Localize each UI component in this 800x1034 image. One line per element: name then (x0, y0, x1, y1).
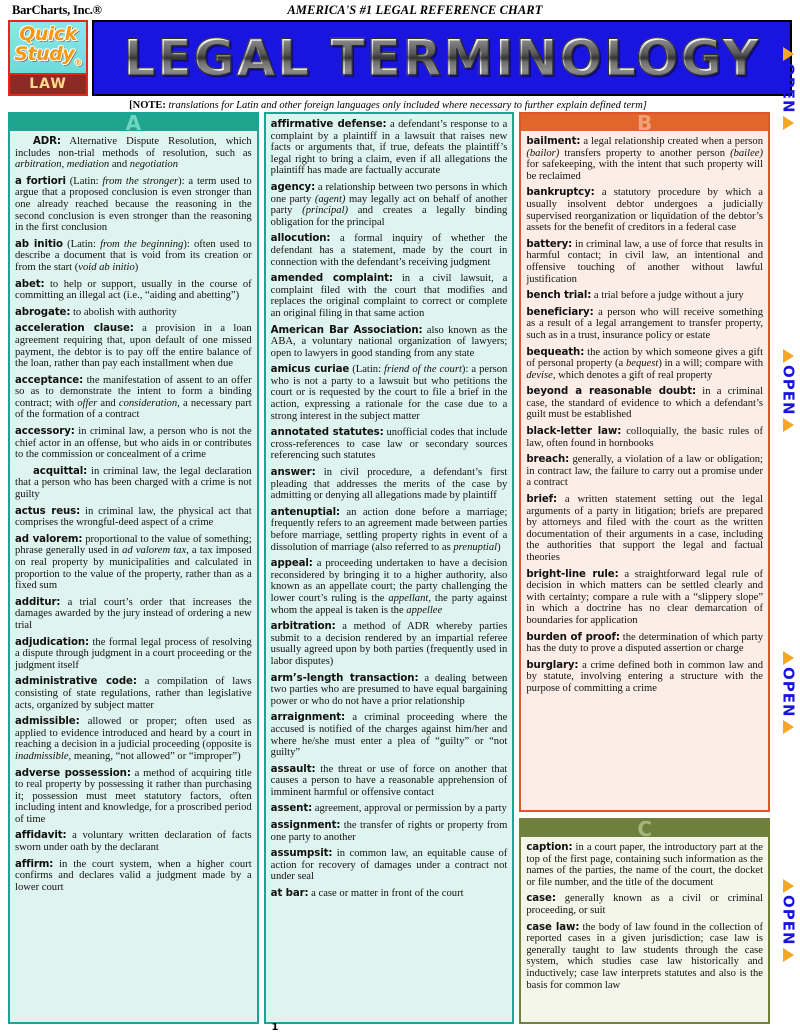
triangle-right-icon (783, 651, 794, 665)
glossary-definition: a case or matter in front of the court (308, 888, 464, 900)
glossary-term: case: (526, 893, 556, 905)
glossary-entry (526, 842, 763, 888)
glossary-definition: colloquially, the basic rules of law, often found in hornbooks (526, 426, 764, 449)
glossary-entry (271, 558, 508, 616)
glossary-definition: (Latin: friend of the court): a person who is not a party to a lawsuit but who petitions the court or is requested by the court to file a brief in the action, expressing a rationale for the case due to a strong interest in the subject matter (270, 364, 508, 422)
glossary-term: ad valorem: (15, 533, 83, 545)
glossary-entry (526, 307, 763, 342)
open-label: OPEN (779, 895, 798, 946)
glossary-entry (15, 676, 252, 711)
glossary-entry (526, 632, 763, 655)
glossary-entry (15, 323, 252, 369)
page-title: LEGAL TERMINOLOGY (117, 32, 766, 84)
title-banner (92, 20, 792, 96)
glossary-entry (526, 569, 763, 627)
glossary-entry (271, 467, 508, 502)
note-prefix: [NOTE: (129, 100, 166, 111)
glossary-definition: to help or support, usually in the course of committing an illegal act (i.e., “aiding and abetting”) (15, 278, 252, 302)
glossary-definition: a provision in a loan agreement requiring that, upon default of one missed payment, the debtor is to pay off the entire balance of the loan, rather than pay each installment when due (15, 323, 252, 370)
glossary-term: brief: (526, 494, 557, 506)
glossary-definition: also known as the ABA, a voluntary national organization of lawyers; open to lawyers in good standing from any state (270, 324, 508, 359)
triangle-right-icon (783, 948, 794, 962)
glossary-entry (15, 279, 252, 302)
glossary-definition: a trial before a judge without a jury (591, 290, 744, 302)
triangle-right-icon (783, 879, 794, 893)
glossary-definition: proportional to the value of something; phrase generally used in ad valorem tax, a tax imposed on real property by municipalities and calculated in proportion to the value of the property, rather than as a fixed sum (15, 533, 252, 592)
glossary-term: abet: (15, 278, 45, 290)
glossary-definition: the body of law found in the collection of reported cases in a given jurisdiction; case law is generally taught to law students through the case system, which studies case law historically and inductively; case law interprets statutes and also is the basis for common law (526, 921, 764, 991)
glossary-term: caption: (526, 842, 573, 853)
glossary-definition: (Latin: from the beginning): often used to describe a document that is void from its creation or from the start (void ab initio) (15, 238, 252, 273)
tagline: AMERICA'S #1 LEGAL REFERENCE CHART (287, 3, 543, 17)
glossary-definition: to abolish with authority (70, 306, 177, 318)
glossary-entry (526, 386, 763, 421)
section-header-c (521, 818, 768, 841)
section-panel-b (519, 112, 770, 812)
glossary-term: bench trial: (526, 290, 592, 302)
glossary-entry (15, 637, 252, 672)
glossary-entry (15, 768, 252, 826)
glossary-definition: the determination of which party has the duty to prove a disputed assertion or charge (526, 631, 763, 655)
glossary-entry (15, 466, 252, 501)
glossary-entry (271, 364, 508, 422)
glossary-definition: a proceeding undertaken to have a decision reconsidered by bringing it to a higher authority, also known as an appellate court; the party challenging the lower court’s ruling is the appellant, the party against whom the appeal is taken is the appellee (270, 558, 508, 616)
glossary-entry (271, 820, 508, 843)
glossary-term: burglary: (526, 659, 579, 671)
publisher-name: BarCharts, Inc.® (12, 3, 102, 17)
glossary-entry (271, 182, 508, 228)
translation-note (8, 100, 792, 111)
glossary-entry (15, 534, 252, 592)
glossary-entry (526, 893, 763, 916)
glossary-definition: in civil procedure, a defendant’s first pleading that addresses the merits of the case by admitting or denying all allegations made by plaintiff (270, 467, 508, 502)
glossary-term: affirmative defense: (270, 119, 387, 130)
glossary-definition: a defendant’s response to a complaint by a plaintiff in a lawsuit that raises new facts or arguments that, if true, defeats the plaintiff’s legal right to bring a claim, even if all allegations the plaintiff has made are factually accurate (270, 119, 508, 177)
glossary-term: ab initio (15, 238, 63, 250)
triangle-right-icon (783, 116, 794, 130)
glossary-term: bailment: (526, 136, 581, 147)
section-panel-continued (264, 112, 515, 1024)
glossary-term: arbitration: (270, 621, 336, 633)
glossary-definition: a criminal proceeding where the accused is notified of the charges against him/her and where he/she must enter a plea of “guilty” or “not guilty” (270, 712, 508, 759)
glossary-definition: a straightforward legal rule of decision in which matters can be settled clearly and with certainty; compare a rule with a “slippery slope” in which a doctrine has no clear demarcation of boundaries for application (526, 568, 764, 626)
glossary-entry (15, 426, 252, 461)
glossary-term: additur: (15, 596, 61, 608)
note-body: translations for Latin and other foreign languages only included where necessary to further explain defined term] (168, 100, 647, 111)
glossary-definition: a method of ADR whereby parties submit to a decision rendered by an impartial referee usually agreed upon by both parties (frequently used in labor disputes) (270, 621, 508, 667)
glossary-entry (271, 712, 508, 758)
glossary-definition: the manifestation of assent to an offer so as to demonstrate the intent to form a binding contract; with offer and consideration, a necessary part of the formation of a contract (15, 374, 252, 421)
glossary-entry (271, 507, 508, 553)
glossary-entry (271, 803, 508, 815)
glossary-term: assault: (270, 763, 316, 775)
glossary-term: a fortiori (15, 175, 66, 187)
glossary-term: assumpsit: (270, 848, 333, 860)
section-header-a (10, 112, 257, 135)
glossary-definition: generally, a violation of a law or obligation; in contract law, the failure to carry out a promise under a contract (526, 454, 764, 489)
logo-word-study: Study$_®$ (14, 43, 82, 67)
glossary-term: acceptance: (15, 374, 84, 386)
glossary-term: acquittal: (33, 465, 88, 477)
glossary-entry (526, 239, 763, 285)
section-body (521, 131, 768, 810)
glossary-term: assignment: (270, 820, 341, 832)
glossary-term: answer: (270, 467, 316, 479)
glossary-term: administrative code: (15, 676, 137, 688)
glossary-definition: an action done before a marriage; frequently refers to an agreement made between parties before marriage, settling property rights in event of a dissolution of marriage (also referred to as prenuptial) (270, 506, 508, 553)
glossary-entry (271, 764, 508, 799)
content-columns (8, 112, 770, 1024)
triangle-right-icon (783, 349, 794, 363)
glossary-term: arraignment: (270, 712, 346, 724)
glossary-entry (526, 426, 763, 449)
glossary-term: agency: (270, 181, 316, 193)
glossary-term: at bar: (270, 888, 309, 900)
section-letter: C (637, 818, 653, 841)
triangle-right-icon (783, 47, 794, 61)
column-3 (519, 112, 770, 1024)
glossary-entry (271, 233, 508, 268)
glossary-definition: in common law, an equitable cause of action for recovery of damages under a contract not under seal (270, 848, 508, 883)
section-header-b (521, 112, 768, 135)
glossary-term: beneficiary: (526, 306, 594, 318)
quickstudy-logo (8, 20, 88, 96)
section-panel-c (519, 818, 770, 1024)
glossary-entry (271, 621, 508, 667)
glossary-term: abrogate: (15, 306, 71, 318)
page-number: 1 (271, 1022, 279, 1033)
glossary-entry (271, 119, 508, 177)
glossary-term: allocution: (270, 233, 331, 245)
section-letter: B (637, 112, 653, 135)
glossary-entry (15, 307, 252, 319)
glossary-definition: in the court system, when a higher court confirms and declares valid a judgment made by a lower court (15, 858, 252, 893)
glossary-entry (271, 273, 508, 319)
logo-top (10, 22, 86, 73)
open-marker[interactable] (776, 348, 800, 433)
glossary-definition: in a civil lawsuit, a complaint filed with the court that modifies and replaces the original complaint to correct or complete an original filing in that same action (270, 273, 508, 319)
section-body (10, 131, 257, 1022)
glossary-definition: agreement, approval or permission by a party (312, 803, 507, 815)
glossary-definition: a voluntary written declaration of facts sworn under oath by the declarant (15, 830, 252, 854)
glossary-term: bequeath: (526, 346, 585, 358)
glossary-definition: a compilation of laws consisting of state regulations, rather than legislative acts, organized by subject matter (15, 676, 252, 711)
glossary-entry (15, 176, 252, 234)
glossary-term: affirm: (15, 858, 54, 870)
section-panel-a (8, 112, 259, 1024)
glossary-term: case law: (526, 921, 580, 933)
glossary-definition: a trial court’s order that increases the damages awarded by the jury instead of ordering a new trial (15, 596, 252, 631)
open-label: OPEN (779, 667, 798, 718)
glossary-definition: a written statement setting out the legal arguments of a party in litigation; briefs are prepared by attorneys and filed with the court as the written documentation of their arguments in a case, including the authorities that support the legal and factual theories (526, 494, 764, 563)
glossary-entry (15, 375, 252, 421)
glossary-term: antenuptial: (270, 506, 340, 518)
glossary-definition: (Latin: from the stronger): a term used to argue that a proposed conclusion is even stronger than one already reached because the reasoning in the second conclusion is even stronger than the reasoning in the first conclusion (15, 175, 252, 234)
glossary-term: amended complaint: (270, 273, 393, 285)
glossary-entry (526, 454, 763, 489)
glossary-term: admissible: (15, 716, 80, 728)
glossary-entry (15, 597, 252, 632)
glossary-term: breach: (526, 454, 570, 466)
glossary-entry (526, 290, 763, 302)
glossary-definition: the action by which someone gives a gift of personal property (a bequest) in a will; compare with devise, which denotes a gift of real property (526, 346, 764, 381)
glossary-entry (526, 136, 763, 182)
glossary-entry (15, 716, 252, 762)
glossary-entry (526, 347, 763, 382)
logo-subject-bar (10, 73, 86, 94)
open-marker[interactable] (776, 650, 800, 735)
glossary-definition: a legal relationship created when a person (bailor) transfers property to another person (bailee) for safekeeping, with the intent that such property will be reclaimed (526, 136, 764, 182)
open-rail (776, 18, 800, 1026)
glossary-entry (15, 830, 252, 853)
glossary-term: actus reus: (15, 505, 81, 517)
glossary-definition: in criminal law, the legal declaration that a person who has been charged with a crime is not guilty (15, 465, 252, 501)
glossary-definition: the formal legal process of resolving a dispute through judgment in a court proceeding or the judgment itself (15, 636, 252, 671)
column-1 (8, 112, 259, 1024)
glossary-definition: a person who will receive something as a result of a legal arrangement to transfer property, such as in a trust, insurance policy or estate (526, 306, 764, 341)
glossary-entry (271, 427, 508, 462)
logo-subject-label: LAW (29, 76, 67, 93)
section-body (266, 114, 513, 1022)
glossary-term: bright-line rule: (526, 568, 619, 580)
glossary-entry (271, 888, 508, 900)
glossary-definition: the threat or use of force on another that causes a person to have a reasonable apprehension of imminent harmful or offensive contact (270, 763, 508, 798)
glossary-definition: a dealing between two parties who are presumed to have equal bargaining power or who do not have a prior relationship (270, 672, 508, 707)
glossary-definition: in criminal law, the physical act that comprises the wrongful-deed aspect of a crime (15, 505, 252, 529)
glossary-definition: in criminal law, a person who is not the chief actor in an offense, but who aids in or contributes to the commission or concealment of a crime (15, 426, 252, 461)
glossary-entry (271, 673, 508, 708)
glossary-term: annotated statutes: (270, 427, 384, 439)
glossary-term: appeal: (270, 558, 313, 570)
logo-word-quick: Quick (19, 23, 77, 45)
glossary-entry (271, 848, 508, 883)
glossary-definition: the transfer of rights or property from one party to another (270, 820, 508, 843)
glossary-definition: Alternative Dispute Resolution, which includes non-trial methods of resolution, such as arbitration, mediation and negotiation (15, 136, 252, 171)
glossary-term: black-letter law: (526, 426, 622, 438)
glossary-term: arm’s-length transaction: (270, 672, 419, 684)
masthead (0, 0, 800, 112)
glossary-term: assent: (270, 803, 313, 815)
glossary-term: American Bar Association: (270, 324, 423, 336)
triangle-right-icon (783, 418, 794, 432)
glossary-definition: allowed or proper; often used as applied to evidence introduced and heard by a court in reaching a decision in a judicial proceeding (opposite is inadmissible, meaning, “not allowed” or “improper”) (15, 716, 252, 762)
column-2 (264, 112, 515, 1024)
open-label: OPEN (779, 63, 798, 114)
glossary-definition: generally known as a civil or criminal proceeding, or suit (526, 893, 764, 916)
glossary-term: amicus curiae (270, 364, 350, 376)
open-marker[interactable] (776, 46, 800, 131)
section-body (521, 837, 768, 1022)
glossary-definition: a crime defined both in common law and by statute, involving entering a structure with the purpose of committing a crime (526, 659, 764, 694)
glossary-definition: in criminal law, a use of force that results in harmful contact; in civil law, an intentional and offensive touching of another without lawful justification (526, 238, 764, 285)
glossary-entry (15, 506, 252, 529)
glossary-term: bankruptcy: (526, 187, 595, 199)
open-label: OPEN (779, 365, 798, 416)
title-row (8, 20, 792, 96)
glossary-entry (15, 136, 252, 171)
glossary-entry (526, 494, 763, 564)
glossary-definition: a formal inquiry of whether the defendant has a statement, made by the court in connection with the defendant’s receiving judgment (270, 233, 508, 268)
glossary-definition: a method of acquiring title to real property by possessing it rather than purchasing it; possession must meet statutory factors, often including intent and knowledge, for a proscribed period of time (15, 767, 252, 825)
glossary-term: adjudication: (15, 636, 89, 648)
glossary-entry (526, 922, 763, 992)
masthead-top-line (8, 3, 792, 18)
glossary-term: affidavit: (15, 830, 67, 842)
glossary-term: ADR: (33, 136, 61, 147)
glossary-term: acceleration clause: (15, 323, 134, 335)
glossary-entry (15, 859, 252, 894)
glossary-entry (271, 325, 508, 360)
glossary-entry (15, 239, 252, 274)
glossary-definition: a statutory procedure by which a usually insolvent debtor undergoes a judicially supervised reorganization or liquidation of the debtor’s assets for the benefit of creditors in a federal case (526, 187, 764, 234)
triangle-right-icon (783, 720, 794, 734)
glossary-term: adverse possession: (15, 767, 131, 779)
glossary-definition: a relationship between two persons in which one party (agent) may legally act on behalf of another party (principal) and creates a legally binding obligation for the principal (270, 181, 508, 228)
glossary-term: battery: (526, 238, 573, 250)
glossary-term: burden of proof: (526, 631, 620, 643)
glossary-term: accessory: (15, 426, 75, 438)
glossary-definition: in a court paper, the introductory part at the top of the first page, containing such information as the names of the parties, the name of the court, the docket or file number, and the title of the document (526, 842, 764, 888)
glossary-entry (526, 187, 763, 233)
glossary-entry (526, 660, 763, 695)
glossary-term: beyond a reasonable doubt: (526, 386, 696, 398)
section-letter: A (125, 112, 142, 135)
glossary-definition: unofficial codes that include cross-references to case law or secondary sources referencing such statutes (270, 427, 508, 462)
open-marker[interactable] (776, 878, 800, 963)
glossary-definition: in a criminal case, the standard of evidence to which a defendant’s guilt must be established (526, 386, 764, 421)
